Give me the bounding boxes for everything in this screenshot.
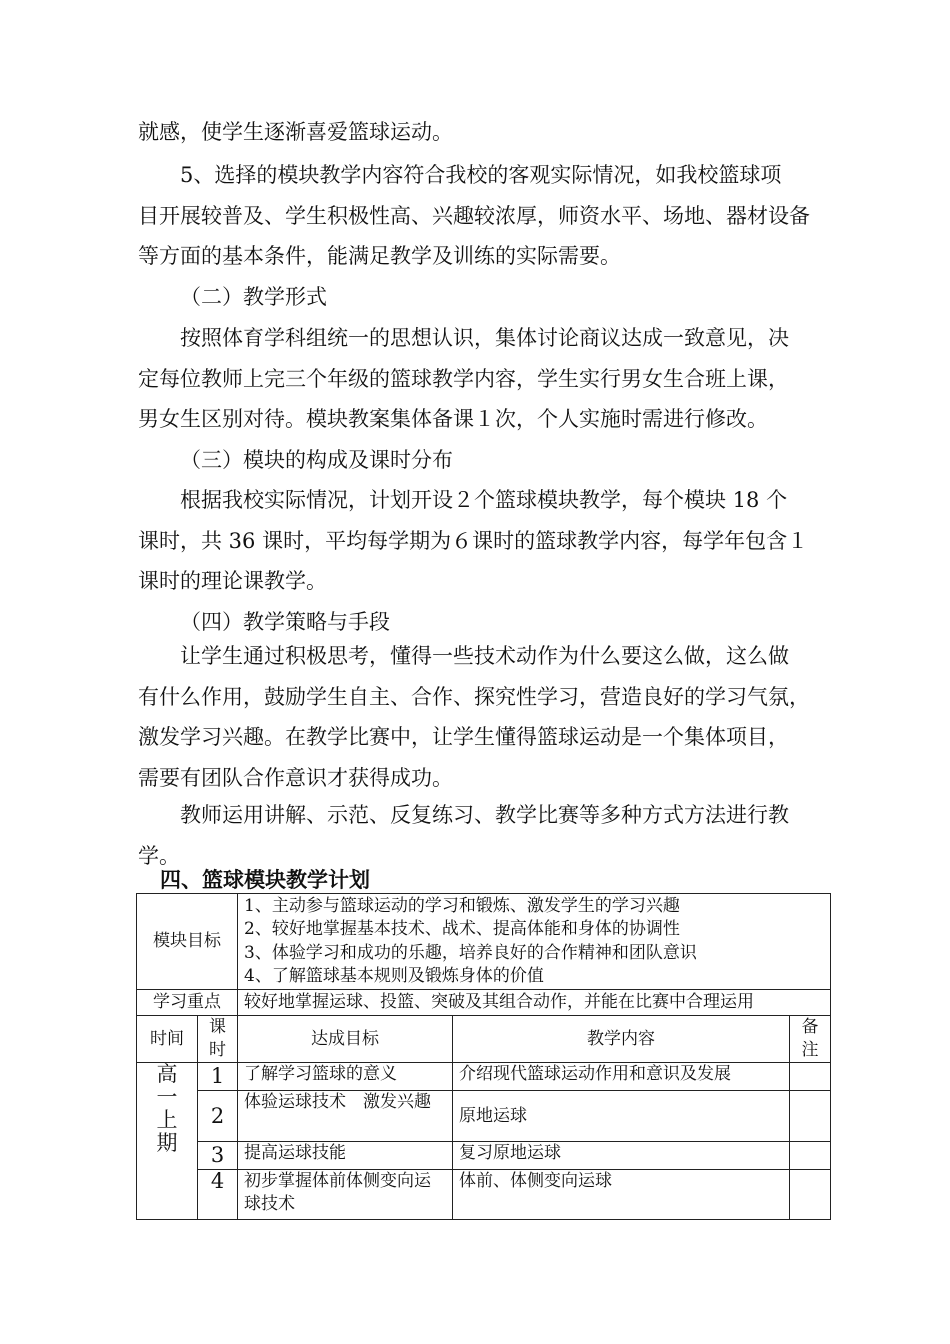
paragraph-continuation — [138, 112, 828, 153]
module-goal-item: 4、了解篮球基本规则及锻炼身体的价值 — [244, 966, 544, 986]
table-row — [137, 1063, 831, 1091]
key-point-text: 较好地掌握运球、投篮、突破及其组合动作，并能在比赛中合理运用 — [238, 990, 831, 1016]
text-line: 有什么作用，鼓励学生自主、合作、探究性学习，营造良好的学习气氛， — [138, 684, 810, 709]
text-line: 等方面的基本条件，能满足教学及训练的实际需要。 — [138, 244, 621, 269]
term-char: 期 — [156, 1131, 178, 1155]
text-line: （四）教学策略与手段 — [180, 610, 390, 634]
paragraph-teaching-form — [138, 318, 828, 440]
paragraph-item-5 — [138, 155, 828, 277]
text-line: 就感，使学生逐渐喜爱篮球运动。 — [138, 120, 453, 144]
row-content: 介绍现代篮球运动作用和意识及发展 — [453, 1063, 790, 1091]
row-number: 2 — [198, 1091, 238, 1142]
header-goal: 达成目标 — [238, 1016, 453, 1063]
text-line: 目开展较普及、学生积极性高、兴趣较浓厚，师资水平、场地、器材设备 — [138, 203, 810, 228]
text-line: 让学生通过积极思考，懂得一些技术动作为什么要这么做，这么做 — [180, 644, 789, 668]
key-point-row — [137, 990, 831, 1016]
header-period-char: 课 — [209, 1017, 226, 1037]
table-row — [137, 1142, 831, 1170]
paragraph-module-structure — [138, 480, 828, 602]
header-period-char: 时 — [209, 1040, 226, 1060]
table-row — [137, 1091, 831, 1142]
term-char: 高 — [156, 1062, 178, 1086]
text-line: 男女生区别对待。模块教案集体备课１次，个人实施时需进行修改。 — [138, 407, 768, 432]
header-time: 时间 — [137, 1016, 198, 1063]
text-line: （三）模块的构成及课时分布 — [180, 448, 453, 472]
header-content: 教学内容 — [453, 1016, 790, 1063]
module-goal-item: 3、体验学习和成功的乐趣，培养良好的合作精神和团队意识 — [244, 942, 697, 963]
term-char: 上 — [156, 1108, 178, 1132]
header-remark-char: 注 — [801, 1040, 819, 1060]
module-goal-item: 1、主动参与篮球运动的学习和锻炼、激发学生的学习兴趣 — [244, 895, 680, 916]
row-content: 原地运球 — [453, 1091, 790, 1142]
text-line: 根据我校实际情况，计划开设２个篮球模块教学，每个模块 18 个 — [180, 488, 788, 512]
text-line: 教师运用讲解、示范、反复练习、教学比赛等多种方式方法进行教 — [180, 803, 789, 827]
term-cell — [137, 1063, 198, 1220]
header-remark-char: 备 — [801, 1017, 819, 1037]
row-content: 体前、体侧变向运球 — [453, 1170, 790, 1220]
text-line: 课时，共 36 课时，平均每学期为６课时的篮球教学内容，每学年包含１ — [138, 528, 809, 553]
text-line: 课时的理论课教学。 — [138, 569, 327, 594]
text-line: 按照体育学科组统一的思想认识，集体讨论商议达成一致意见，决 — [180, 326, 789, 350]
header-period — [198, 1016, 238, 1063]
text-line: 学。 — [138, 843, 180, 868]
row-remark — [790, 1170, 831, 1220]
row-content: 复习原地运球 — [453, 1142, 790, 1170]
row-goal: 了解学习篮球的意义 — [238, 1063, 453, 1091]
module-goal-item: 2、较好地掌握基本技术、战术、提高体能和身体的协调性 — [244, 919, 680, 939]
table-row — [137, 1170, 831, 1220]
text-line: 定每位教师上完三个年级的篮球教学内容，学生实行男女生合班上课， — [138, 366, 789, 391]
row-goal: 提高运球技能 — [238, 1142, 453, 1170]
text-line: 激发学习兴趣。在教学比赛中，让学生懂得篮球运动是一个集体项目， — [138, 725, 789, 750]
header-remark — [790, 1016, 831, 1063]
row-goal: 初步掌握体前体侧变向运球技术 — [238, 1170, 453, 1220]
row-number: 3 — [198, 1142, 238, 1170]
subheading-module-structure — [138, 440, 828, 481]
row-goal: 体验运球技术 激发兴趣 — [238, 1091, 453, 1142]
term-char: 一 — [156, 1085, 178, 1109]
row-number: 4 — [198, 1170, 238, 1220]
module-goal-label: 模块目标 — [137, 894, 238, 990]
text-line: 5、选择的模块教学内容符合我校的客观实际情况，如我校篮球项 — [180, 163, 782, 187]
subheading-teaching-form — [138, 277, 828, 318]
module-goal-row — [137, 894, 831, 990]
row-remark — [790, 1091, 831, 1142]
row-remark — [790, 1063, 831, 1091]
text-line: 需要有团队合作意识才获得成功。 — [138, 766, 453, 791]
section-heading: 四、篮球模块教学计划 — [160, 867, 370, 892]
key-point-label: 学习重点 — [137, 990, 238, 1016]
paragraph-teaching-strategy — [138, 636, 828, 799]
teaching-plan-table — [136, 893, 831, 1220]
row-remark — [790, 1142, 831, 1170]
paragraph-teaching-methods — [138, 795, 828, 876]
table-header-row — [137, 1016, 831, 1063]
row-number: 1 — [198, 1063, 238, 1091]
text-line: （二）教学形式 — [180, 285, 327, 309]
module-goal-list — [238, 894, 831, 990]
